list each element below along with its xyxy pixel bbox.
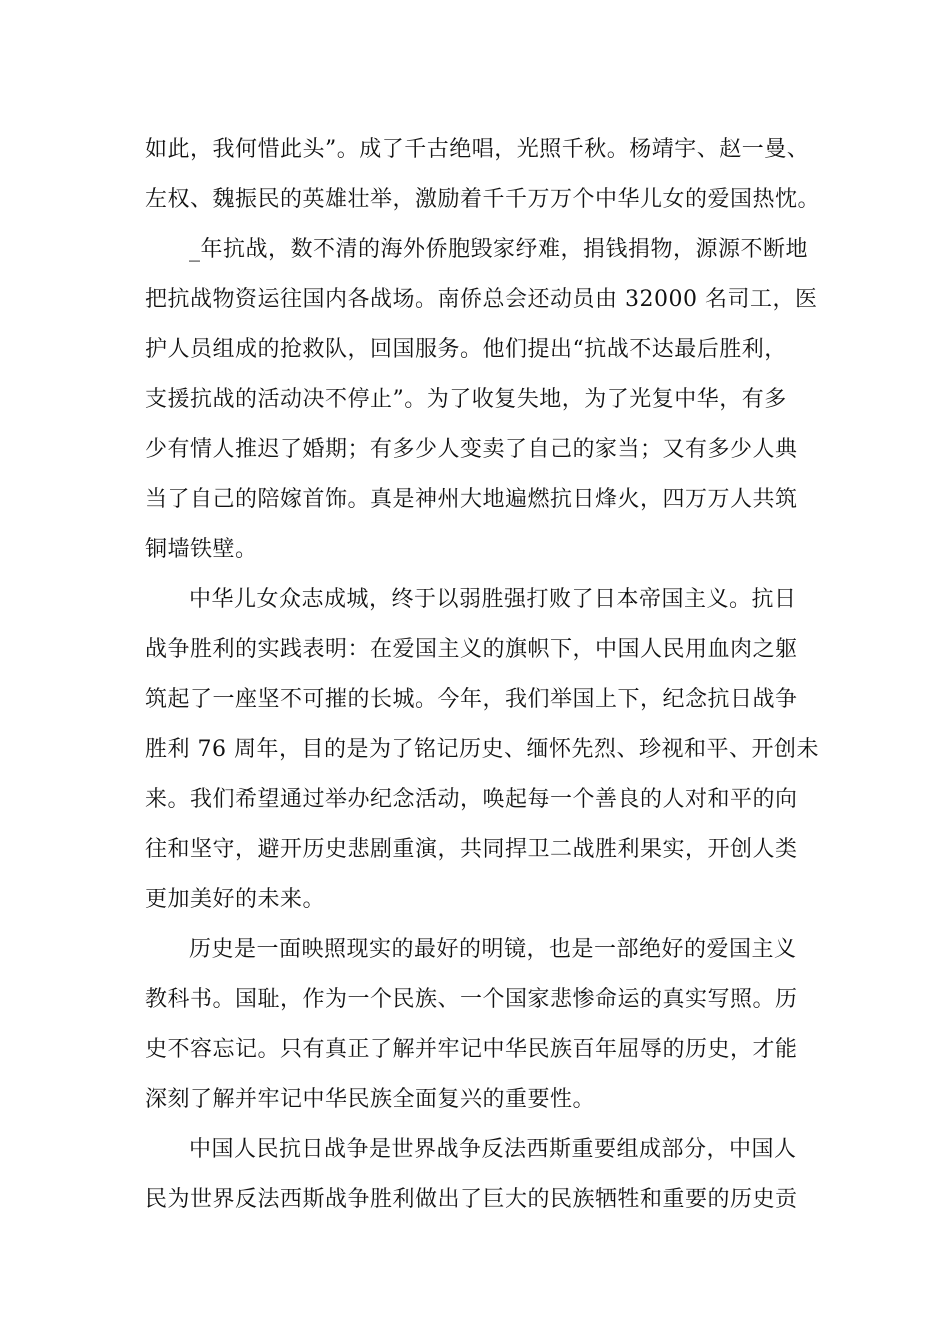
text-line: 如此，我何惜此头”。成了千古绝唱，光照千秋。杨靖宇、赵一曼、 — [145, 137, 810, 162]
text-line: 中国人民抗日战争是世界战争反法西斯重要组成部分，中国人 — [189, 1137, 797, 1162]
text-line: 民为世界反法西斯战争胜利做出了巨大的民族牺牲和重要的历史贡 — [145, 1187, 798, 1212]
text-line: 筑起了一座坚不可摧的长城。今年，我们举国上下，纪念抗日战争 — [145, 687, 798, 712]
text-line: 左权、魏振民的英雄壮举，激励着千千万万个中华儿女的爱国热忱。 — [145, 187, 821, 212]
paragraph — [145, 575, 819, 925]
text-line: 胜利 76 周年，目的是为了铭记历史、缅怀先烈、珍视和平、开创未 — [145, 737, 819, 762]
text-line: 深刻了解并牢记中华民族全面复兴的重要性。 — [145, 1087, 596, 1112]
text-line: 铜墙铁壁。 — [145, 537, 258, 562]
text-line: 支援抗战的活动决不停止”。为了收复失地，为了光复中华，有多 — [145, 387, 787, 412]
text-line: 战争胜利的实践表明：在爱国主义的旗帜下，中国人民用血肉之躯 — [145, 637, 798, 662]
paragraph — [145, 1125, 810, 1225]
text-line: 历史是一面映照现实的最好的明镜，也是一部绝好的爱国主义 — [189, 937, 797, 962]
text-line: 把抗战物资运往国内各战场。南侨总会还动员由 32000 名司工，医 — [145, 287, 818, 312]
paragraph — [145, 925, 810, 1125]
text-line: 来。我们希望通过举办纪念活动，唤起每一个善良的人对和平的向 — [145, 787, 798, 812]
text-line: 中华儿女众志成城，终于以弱胜强打败了日本帝国主义。抗日 — [189, 587, 797, 612]
text-line: 更加美好的未来。 — [145, 887, 326, 912]
paragraph — [145, 125, 821, 225]
body-text — [145, 125, 821, 1225]
text-line: 教科书。国耻，作为一个民族、一个国家悲惨命运的真实写照。历 — [145, 987, 798, 1012]
text-line: _年抗战，数不清的海外侨胞毁家纾难，捐钱捐物，源源不断地 — [189, 237, 809, 262]
text-line: 护人员组成的抢救队，回国服务。他们提出“抗战不达最后胜利， — [145, 337, 787, 362]
text-line: 当了自己的陪嫁首饰。真是神州大地遍燃抗日烽火，四万万人共筑 — [145, 487, 798, 512]
text-line: 少有情人推迟了婚期；有多少人变卖了自己的家当；又有多少人典 — [145, 437, 798, 462]
text-line: 史不容忘记。只有真正了解并牢记中华民族百年屈辱的历史，才能 — [145, 1037, 798, 1062]
text-line: 往和坚守，避开历史悲剧重演，共同捍卫二战胜利果实，开创人类 — [145, 837, 798, 862]
paragraph — [145, 225, 818, 575]
